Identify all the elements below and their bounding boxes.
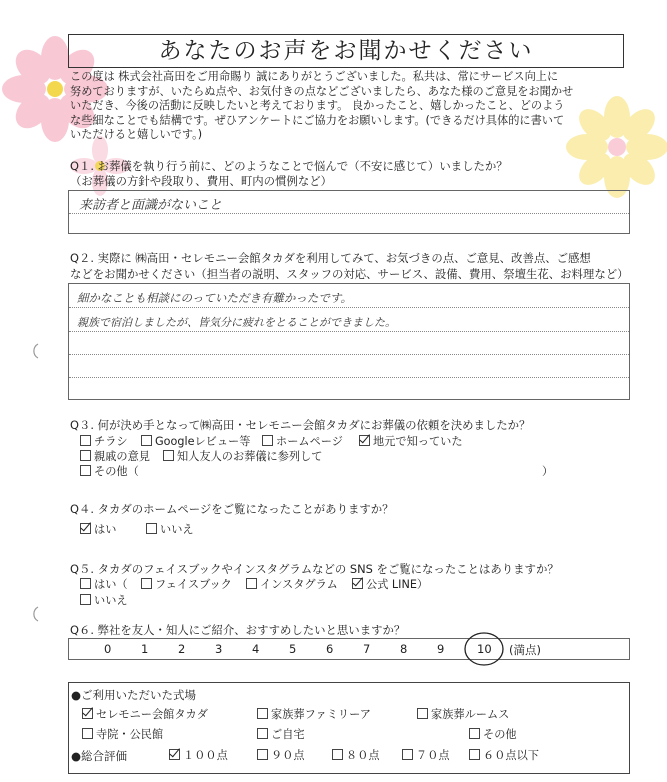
checkbox[interactable] bbox=[402, 749, 413, 760]
checkbox-checked[interactable] bbox=[359, 435, 370, 446]
scale-1[interactable]: 1 bbox=[141, 642, 149, 656]
checkbox[interactable] bbox=[80, 594, 91, 605]
checkbox[interactable] bbox=[469, 749, 480, 760]
venue-option-home[interactable]: ご自宅 bbox=[257, 728, 305, 742]
checkbox[interactable] bbox=[141, 578, 152, 589]
hole-punch-mark-bottom bbox=[26, 605, 40, 623]
q3-label: Q３. 何が決め手となって㈱高田・セレモニー会館タカダにお葬儀の依頼を決めましたか？ bbox=[70, 418, 531, 432]
scale-3[interactable]: 3 bbox=[215, 642, 223, 656]
checkbox-checked[interactable] bbox=[80, 523, 91, 534]
q2-label: Q２. 実際に ㈱高田・セレモニー会館タカダを利用してみて、お気づきの点、ご意見、改善点、ご感想 bbox=[70, 251, 591, 265]
q5-option-line[interactable]: 公式 LINE） bbox=[352, 578, 428, 592]
checkbox[interactable] bbox=[257, 708, 268, 719]
intro-line: いただき、今後の活動に反映したいと考えております。 良かったこと、嬉しかったこと、どのよう bbox=[70, 99, 565, 113]
q3-option-relatives[interactable]: 親戚の意見 bbox=[80, 450, 150, 464]
scale-2[interactable]: 2 bbox=[178, 642, 186, 656]
scale-5[interactable]: 5 bbox=[289, 642, 297, 656]
rating-option-60-below[interactable]: ６０点以下 bbox=[469, 749, 539, 763]
scale-7[interactable]: 7 bbox=[363, 642, 371, 656]
checkbox[interactable] bbox=[141, 435, 152, 446]
q3-option-flyer[interactable]: チラシ bbox=[80, 435, 128, 449]
q3-other-close: ） bbox=[542, 465, 554, 478]
q4-label: Q４. タカダのホームページをご覧になったことがありますか？ bbox=[70, 502, 394, 516]
q6-scale[interactable] bbox=[68, 638, 630, 660]
checkbox[interactable] bbox=[82, 728, 93, 739]
venue-option-other[interactable]: その他 bbox=[469, 728, 517, 742]
q2-answer-box[interactable] bbox=[68, 283, 630, 400]
selected-circle-mark bbox=[462, 630, 506, 668]
q5-option-yes[interactable]: はい（ bbox=[80, 578, 128, 592]
intro-text bbox=[70, 70, 630, 143]
checkbox[interactable] bbox=[80, 435, 91, 446]
q1-label: Q１. お葬儀を執り行う前に、どのようなことで悩んで（不安に感じて）いましたか？ bbox=[70, 159, 508, 173]
q5-option-facebook[interactable]: フェイスブック bbox=[141, 578, 232, 592]
scale-6[interactable]: 6 bbox=[326, 642, 334, 656]
checkbox[interactable] bbox=[80, 578, 91, 589]
scale-suffix: (満点) bbox=[509, 643, 541, 657]
q3-option-other[interactable]: その他（ bbox=[80, 465, 139, 479]
checkbox[interactable] bbox=[80, 465, 91, 476]
venue-option-familiea[interactable]: 家族葬ファミリーア bbox=[257, 708, 371, 722]
venue-option-temple[interactable]: 寺院・公民館 bbox=[82, 728, 163, 742]
checkbox-checked[interactable] bbox=[352, 578, 363, 589]
scale-4[interactable]: 4 bbox=[252, 642, 260, 656]
checkbox[interactable] bbox=[80, 450, 91, 461]
scale-10[interactable]: 10 bbox=[477, 642, 492, 656]
q2-answer-line-2: 親族で宿泊しましたが、皆気分に疲れをとることができました。 bbox=[77, 316, 396, 329]
q2-sublabel: などをお聞かせください（担当者の説明、スタッフの対応、サービス、設備、費用、祭壇生花、お料理など） bbox=[70, 267, 629, 281]
hole-punch-mark-top bbox=[26, 342, 40, 360]
checkbox[interactable] bbox=[469, 728, 480, 739]
q3-option-google-review[interactable]: Googleレビュー等 bbox=[141, 435, 250, 449]
intro-line: な些細なことでも結構です。ぜひアンケートにご協力をお願いします。(できるだけ具体的に書いて bbox=[70, 113, 565, 127]
q4-option-no[interactable]: いいえ bbox=[146, 523, 194, 537]
checkbox[interactable] bbox=[257, 728, 268, 739]
scale-8[interactable]: 8 bbox=[400, 642, 408, 656]
checkbox[interactable] bbox=[262, 435, 273, 446]
checkbox-checked[interactable] bbox=[82, 708, 93, 719]
checkbox[interactable] bbox=[332, 749, 343, 760]
venue-option-ceremony-hall[interactable]: セレモニー会館タカダ bbox=[82, 708, 208, 722]
q5-option-no[interactable]: いいえ bbox=[80, 594, 128, 608]
q1-sublabel: （お葬儀の方針や段取り、費用、町内の慣例など） bbox=[70, 174, 332, 188]
venue-label: ●ご利用いただいた式場 bbox=[71, 688, 197, 702]
q3-option-local[interactable]: 地元で知っていた bbox=[359, 435, 463, 449]
q2-answer-line-1: 細かなことも相談にのっていただき有難かったです。 bbox=[77, 291, 352, 305]
page-title: あなたのお声をお聞かせください bbox=[68, 34, 624, 68]
scale-9[interactable]: 9 bbox=[437, 642, 445, 656]
rating-option-100[interactable]: １００点 bbox=[169, 749, 228, 763]
q4-option-yes[interactable]: はい bbox=[80, 523, 116, 537]
rating-option-70[interactable]: ７０点 bbox=[402, 749, 450, 763]
q5-label: Q５. タカダのフェイスブックやインスタグラムなどの SNS をご覧になったことはありますか？ bbox=[70, 562, 559, 576]
checkbox[interactable] bbox=[257, 749, 268, 760]
q5-option-instagram[interactable]: インスタグラム bbox=[246, 578, 338, 592]
intro-line: この度は 株式会社高田をご用命賜り 誠にありがとうございました。私共は、常にサービス向上に bbox=[70, 70, 559, 83]
rating-option-90[interactable]: ９０点 bbox=[257, 749, 305, 763]
intro-line: 努めておりますが、いたらぬ点や、お気付きの点などございましたら、あなた様のご意見をお聞かせ bbox=[70, 84, 574, 98]
scale-0[interactable]: 0 bbox=[104, 642, 112, 656]
checkbox[interactable] bbox=[146, 523, 157, 534]
q3-option-homepage[interactable]: ホームページ bbox=[262, 435, 343, 449]
rating-option-80[interactable]: ８０点 bbox=[332, 749, 380, 763]
intro-line: いただけると嬉しいです。) bbox=[70, 128, 203, 142]
q6-label: Q６. 弊社を友人・知人にご紹介、おすすめしたいと思いますか？ bbox=[70, 623, 406, 637]
q3-option-attended[interactable]: 知人友人のお葬儀に参列して bbox=[163, 450, 322, 464]
venue-rating-box bbox=[68, 682, 630, 774]
venue-option-rooms[interactable]: 家族葬ルームス bbox=[417, 708, 509, 722]
checkbox-checked[interactable] bbox=[169, 749, 180, 760]
q1-answer-text: 来訪者と面識がないこと bbox=[79, 198, 223, 213]
checkbox[interactable] bbox=[417, 708, 428, 719]
rating-label: ●総合評価 bbox=[71, 749, 128, 763]
checkbox[interactable] bbox=[246, 578, 257, 589]
checkbox[interactable] bbox=[163, 450, 174, 461]
q1-answer-box[interactable] bbox=[68, 190, 630, 234]
